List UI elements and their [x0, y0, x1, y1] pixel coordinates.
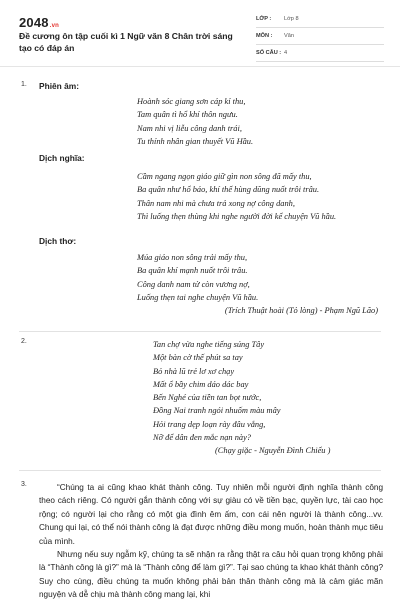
verse-line: Ba quân khí mạnh nuốt trôi trâu.: [137, 266, 248, 276]
passage-text: [39, 481, 383, 600]
verse-line: Múa giáo non sông trải mấy thu,: [137, 253, 248, 262]
logo-suffix: .vn: [49, 23, 60, 29]
question-2: [0, 338, 400, 468]
verse-line: Một bàn cờ thế phút sa tay: [153, 353, 243, 363]
verse-line: Mất ổ bầy chim dáo dác bay: [153, 379, 249, 389]
meta-label: SỐ CÂU :: [256, 50, 282, 56]
verse-line: Công danh nam tử còn vương nợ,: [137, 279, 250, 289]
section-label-dich-nghia: Dịch nghĩa:: [39, 153, 85, 163]
section-label-dich-tho: Dịch thơ:: [39, 236, 77, 246]
meta-label: MÔN :: [256, 33, 273, 39]
verse-line: Ba quân như hổ báo, khí thế hùng dũng nuốt trôi trâu.: [137, 185, 320, 195]
question-separator: [19, 470, 381, 471]
document-title: Đề cương ôn tập cuối kì 1 Ngữ văn 8 Chân trời sáng tạo có đáp án: [19, 31, 233, 53]
verse-line: Hỏi trang dẹp loạn rày đâu vắng,: [153, 419, 266, 429]
meta-row-class: [256, 14, 384, 28]
question-number: 1.: [21, 81, 27, 88]
verse-line: Đồng Nai tranh ngói nhuốm màu mây: [153, 406, 281, 416]
meta-value: 4: [284, 50, 288, 56]
header-divider: [0, 66, 400, 67]
section-label-phien-am: Phiên âm:: [39, 81, 80, 91]
verse-line: Hoành sóc giang sơn cáp kỉ thu,: [137, 97, 246, 106]
verse-line: Thân nam nhi mà chưa trả xong nợ công danh,: [137, 198, 295, 208]
verse-line: Tan chợ vừa nghe tiếng súng Tây: [153, 340, 265, 349]
page-header: [0, 0, 400, 62]
verse-phien-am: [137, 95, 253, 148]
question-separator: [19, 331, 381, 332]
verse-dich-nghia: [137, 170, 336, 223]
question-number: 3.: [21, 481, 27, 488]
meta-value: Lớp 8: [284, 16, 299, 22]
passage-paragraph: “Chúng ta ai cũng khao khát thành công. Tuy nhiên mỗi người định nghĩa thành công theo cách riêng. Có người gắn thành công với sự giàu có về tiền bạc, quyền lực, tài cao học rộng; có người lại cho rằng có một gia đình êm ấm, con cái nên người là thành công...vv. Chung qui lại, có thể nói thành công là đạt được những điều mong muốn, hoàn thành mục tiêu của mình.: [39, 483, 383, 546]
verse-line: Bến Nghé của tiền tan bọt nước,: [153, 393, 262, 403]
logo-text: 2048: [19, 15, 49, 30]
verse-line: Cầm ngang ngọn giáo giữ gìn non sông đã mấy thu,: [137, 172, 312, 181]
source-citation: (Trích Thuật hoài (Tỏ lòng) - Phạm Ngũ Lão): [224, 306, 378, 315]
question-1: [0, 81, 400, 321]
meta-row-subject: [256, 31, 384, 45]
meta-row-question-count: [256, 48, 384, 62]
question-number: 2.: [21, 338, 27, 345]
passage-paragraph: Nhưng nếu suy ngẫm kỹ, chúng ta sẽ nhận ra rằng thật ra câu hỏi quan trọng không phải là “Thành công là gì?” mà là “Thành công để làm gì?”. Tại sao chúng ta khao khát thành công? Suy cho cùng, điều chúng ta muốn không phải bản thân thành công mà là cảm giác mãn nguyện và dễ chịu mà thành công mang lại, khi: [39, 550, 383, 600]
meta-value: Văn: [284, 33, 294, 39]
verse-line: Nỡ để dân đen mắc nạn này?: [153, 433, 251, 443]
verse-chay-giac: [153, 338, 281, 444]
question-3: [0, 481, 400, 600]
verse-line: Tam quân tì hổ khí thôn ngưu.: [137, 110, 238, 120]
verse-line: Luống thẹn tai nghe chuyện Vũ hầu.: [137, 292, 259, 302]
site-logo[interactable]: [19, 15, 59, 30]
meta-label: LỚP :: [256, 16, 272, 22]
verse-line: Thì luống thẹn thùng khi nghe người đời kể chuyện Vũ hầu.: [137, 211, 337, 221]
verse-line: Bỏ nhà lũ trẻ lơ xơ chạy: [153, 366, 235, 376]
document-meta: [256, 14, 384, 65]
source-citation: (Chạy giặc - Nguyễn Đình Chiểu ): [215, 446, 331, 455]
verse-line: Tu thính nhân gian thuyết Vũ Hầu.: [137, 136, 254, 146]
verse-dich-tho: [137, 251, 258, 304]
verse-line: Nam nhi vị liễu công danh trái,: [137, 123, 242, 133]
